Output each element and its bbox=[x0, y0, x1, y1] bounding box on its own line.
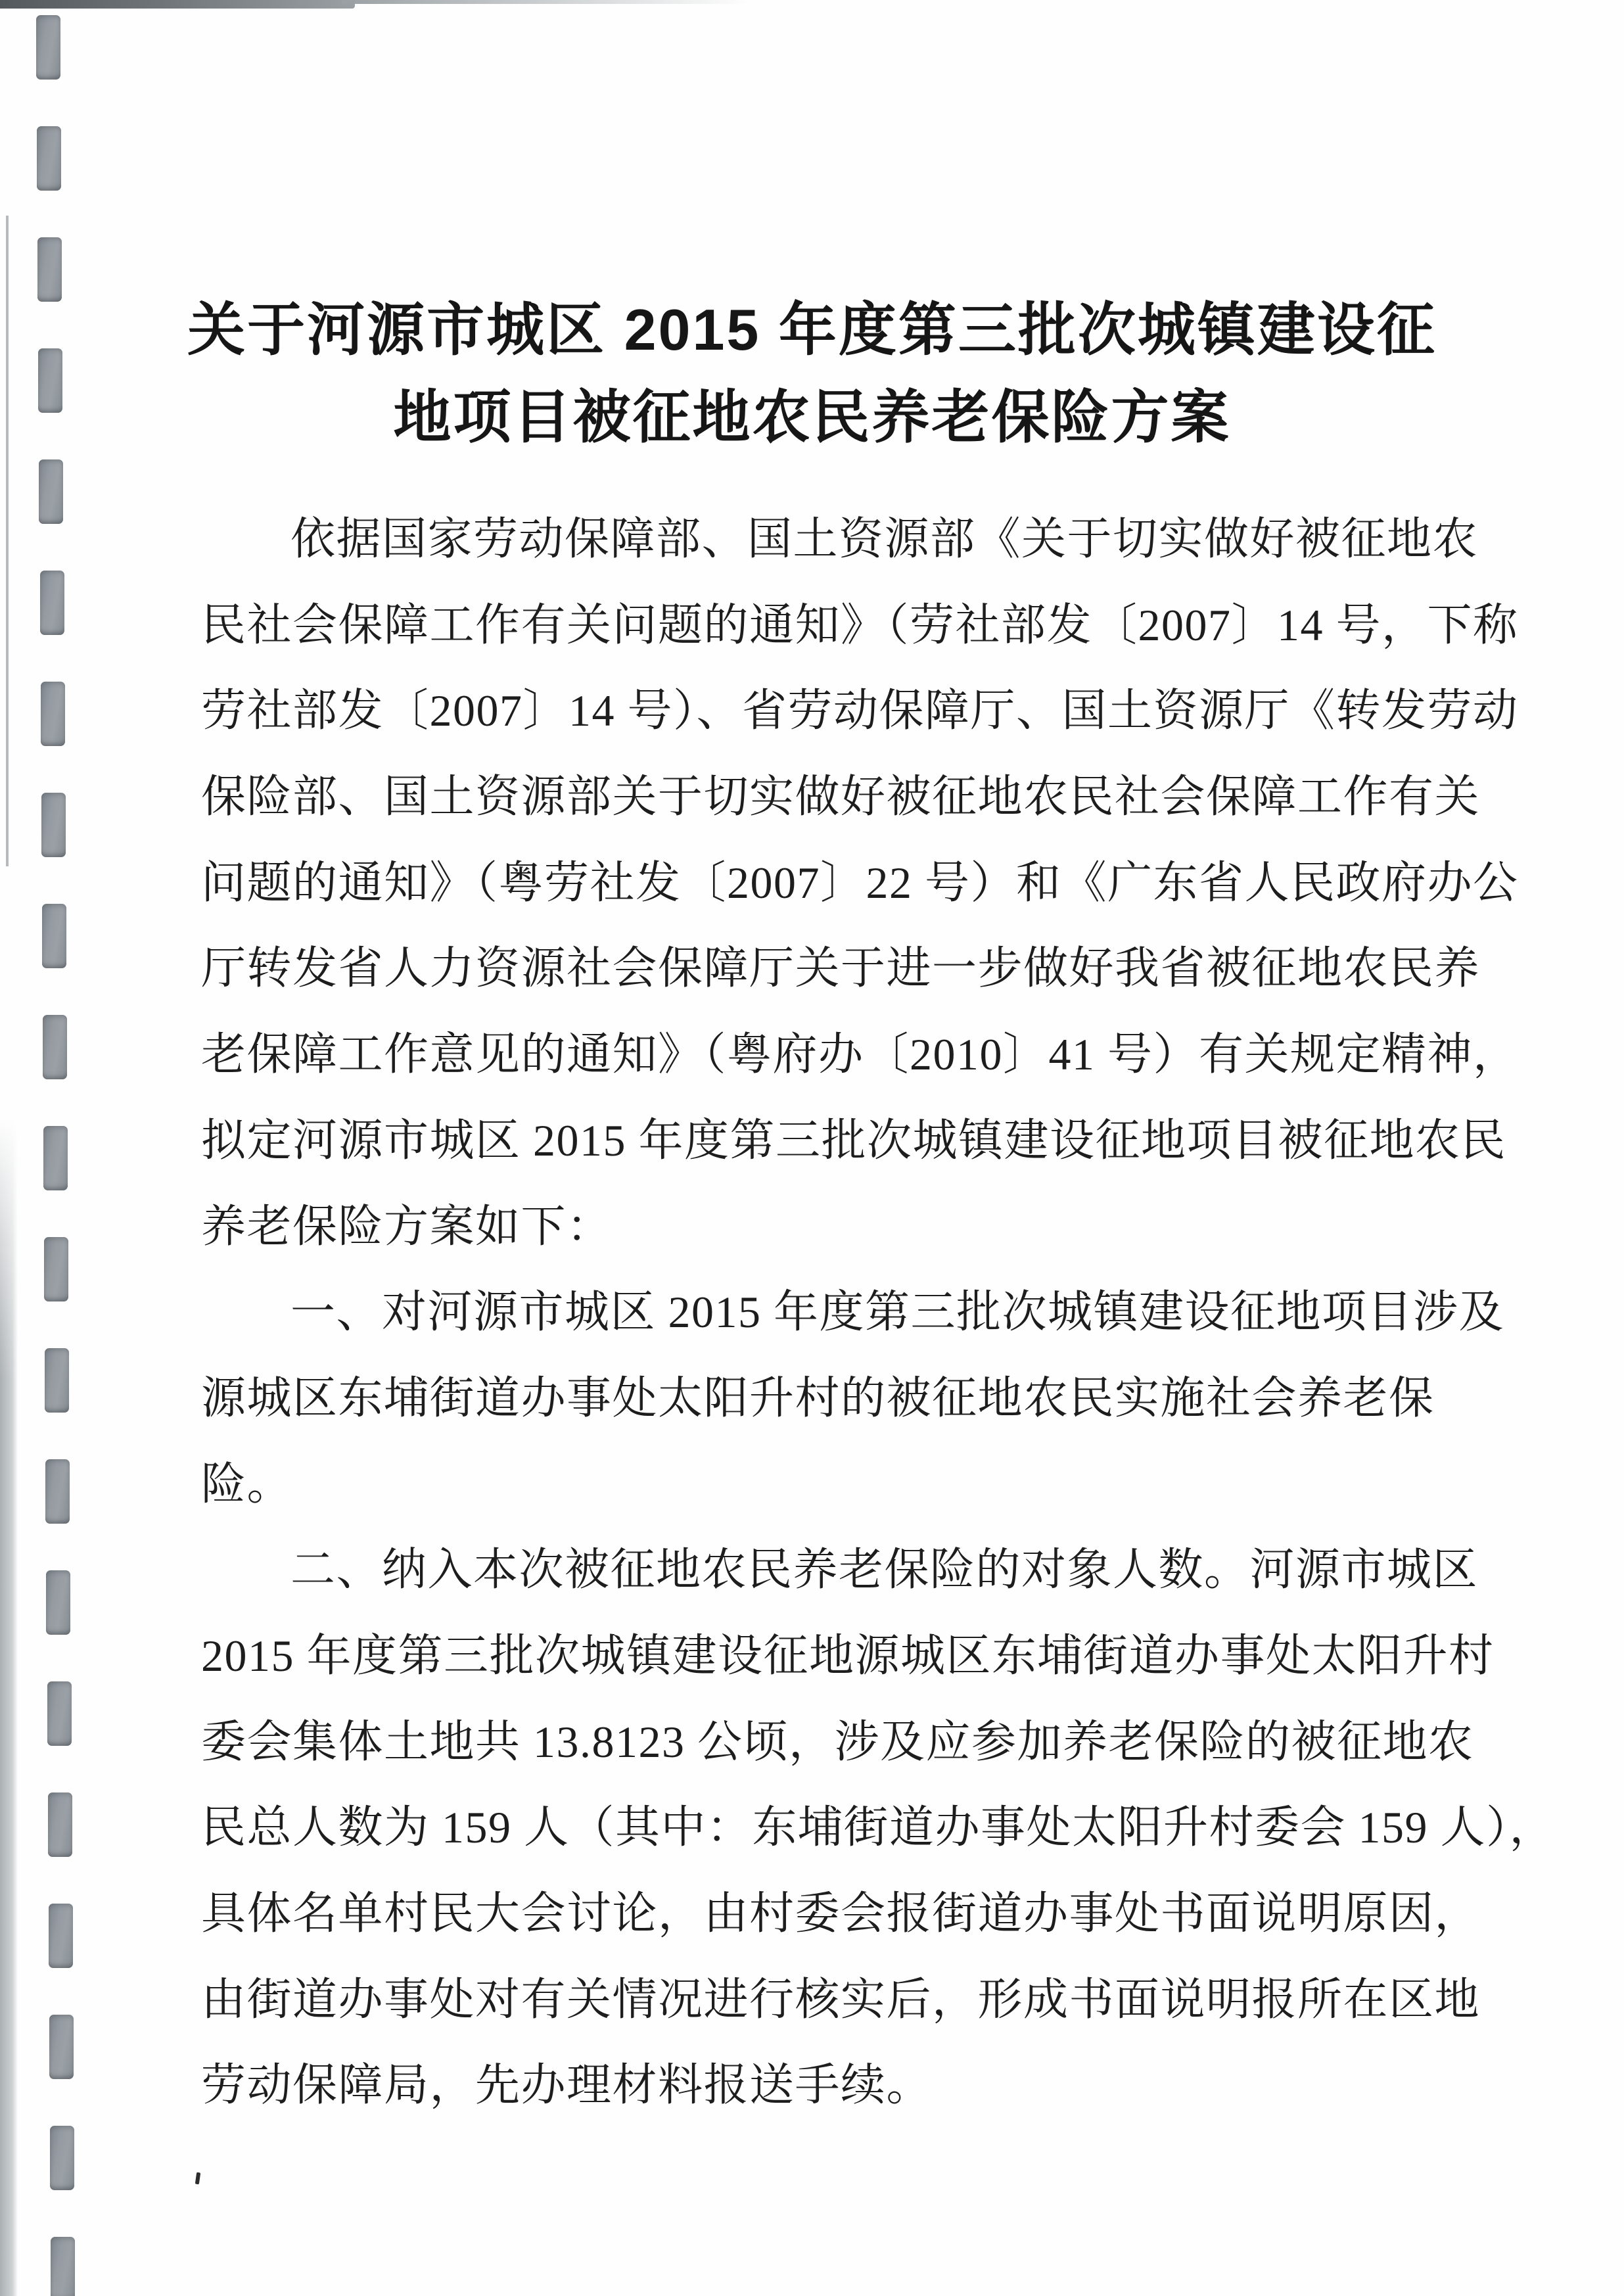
document-title-line-1: 关于河源市城区 2015 年度第三批次城镇建设征 bbox=[187, 297, 1437, 362]
binder-hole-mark bbox=[47, 1681, 72, 1746]
body-line: 拟定河源市城区 2015 年度第三批次城镇建设征地项目被征地农民 bbox=[201, 1115, 1507, 1165]
binder-hole-mark bbox=[46, 1570, 70, 1635]
binder-hole-mark bbox=[45, 1348, 69, 1413]
left-page-edge-shadow bbox=[0, 1117, 18, 2296]
binder-hole-mark bbox=[51, 2237, 75, 2296]
binder-hole-mark bbox=[43, 1126, 68, 1190]
body-line: 依据国家劳动保障部、国土资源部《关于切实做好被征地农 bbox=[290, 514, 1479, 564]
binder-hole-mark bbox=[44, 1237, 68, 1301]
body-line: 险。 bbox=[201, 1459, 293, 1509]
top-scan-streak bbox=[0, 0, 355, 9]
binder-hole-mark bbox=[50, 2126, 74, 2190]
body-line: 养老保险方案如下： bbox=[201, 1201, 613, 1252]
body-line: 保险部、国土资源部关于切实做好被征地农民社会保障工作有关 bbox=[201, 772, 1481, 822]
body-line: 由街道办事处对有关情况进行核实后，形成书面说明报所在区地 bbox=[201, 1974, 1481, 2025]
binder-hole-mark bbox=[37, 126, 61, 191]
top-scan-streak-fade bbox=[342, 0, 749, 4]
binder-hole-mark bbox=[42, 904, 66, 968]
body-line: 劳社部发〔2007〕14 号）、省劳动保障厅、国土资源厅《转发劳动 bbox=[201, 686, 1519, 736]
body-line: 委会集体土地共 13.8123 公顷，涉及应参加养老保险的被征地农 bbox=[201, 1716, 1474, 1767]
body-line: 2015 年度第三批次城镇建设征地源城区东埔街道办事处太阳升村 bbox=[201, 1630, 1495, 1681]
body-line: 源城区东埔街道办事处太阳升村的被征地农民实施社会养老保 bbox=[201, 1372, 1435, 1423]
body-line: 民总人数为 159 人（其中：东埔街道办事处太阳升村委会 159 人）， bbox=[201, 1802, 1556, 1853]
binder-hole-mark bbox=[41, 682, 65, 746]
binder-hole-mark bbox=[40, 571, 64, 635]
body-line: 民社会保障工作有关问题的通知》（劳社部发〔2007〕14 号，下称 bbox=[201, 599, 1519, 650]
document-body bbox=[201, 496, 1556, 2128]
binder-hole-mark bbox=[45, 1459, 70, 1524]
body-line: 具体名单村民大会讨论，由村委会报街道办事处书面说明原因， bbox=[201, 1888, 1481, 1938]
binder-hole-mark bbox=[39, 459, 63, 524]
body-line: 厅转发省人力资源社会保障厅关于进一步做好我省被征地农民养 bbox=[201, 943, 1481, 994]
document-title bbox=[85, 286, 1539, 461]
document-title-line-2: 地项目被征地农民养老保险方案 bbox=[393, 385, 1231, 450]
body-line: 老保障工作意见的通知》（粤府办〔2010〕41 号）有关规定精神， bbox=[201, 1029, 1519, 1080]
binder-hole-mark bbox=[36, 15, 60, 80]
binder-hole-mark bbox=[43, 1015, 67, 1079]
binder-hole-mark bbox=[49, 2015, 74, 2079]
binder-hole-mark bbox=[37, 237, 62, 302]
left-page-edge-line bbox=[6, 216, 9, 866]
body-line: 一、对河源市城区 2015 年度第三批次城镇建设征地项目涉及 bbox=[290, 1287, 1505, 1338]
binder-hole-mark bbox=[38, 348, 62, 413]
body-line: 二、纳入本次被征地农民养老保险的对象人数。河源市城区 bbox=[290, 1545, 1479, 1595]
body-line: 劳动保障局，先办理材料报送手续。 bbox=[201, 2060, 933, 2111]
binder-hole-mark bbox=[48, 1792, 72, 1857]
binder-hole-mark bbox=[41, 793, 66, 857]
ink-speck bbox=[195, 2172, 200, 2185]
body-line: 问题的通知》（粤劳社发〔2007〕22 号）和《广东省人民政府办公 bbox=[201, 857, 1519, 908]
binder-hole-mark bbox=[49, 1904, 73, 1968]
